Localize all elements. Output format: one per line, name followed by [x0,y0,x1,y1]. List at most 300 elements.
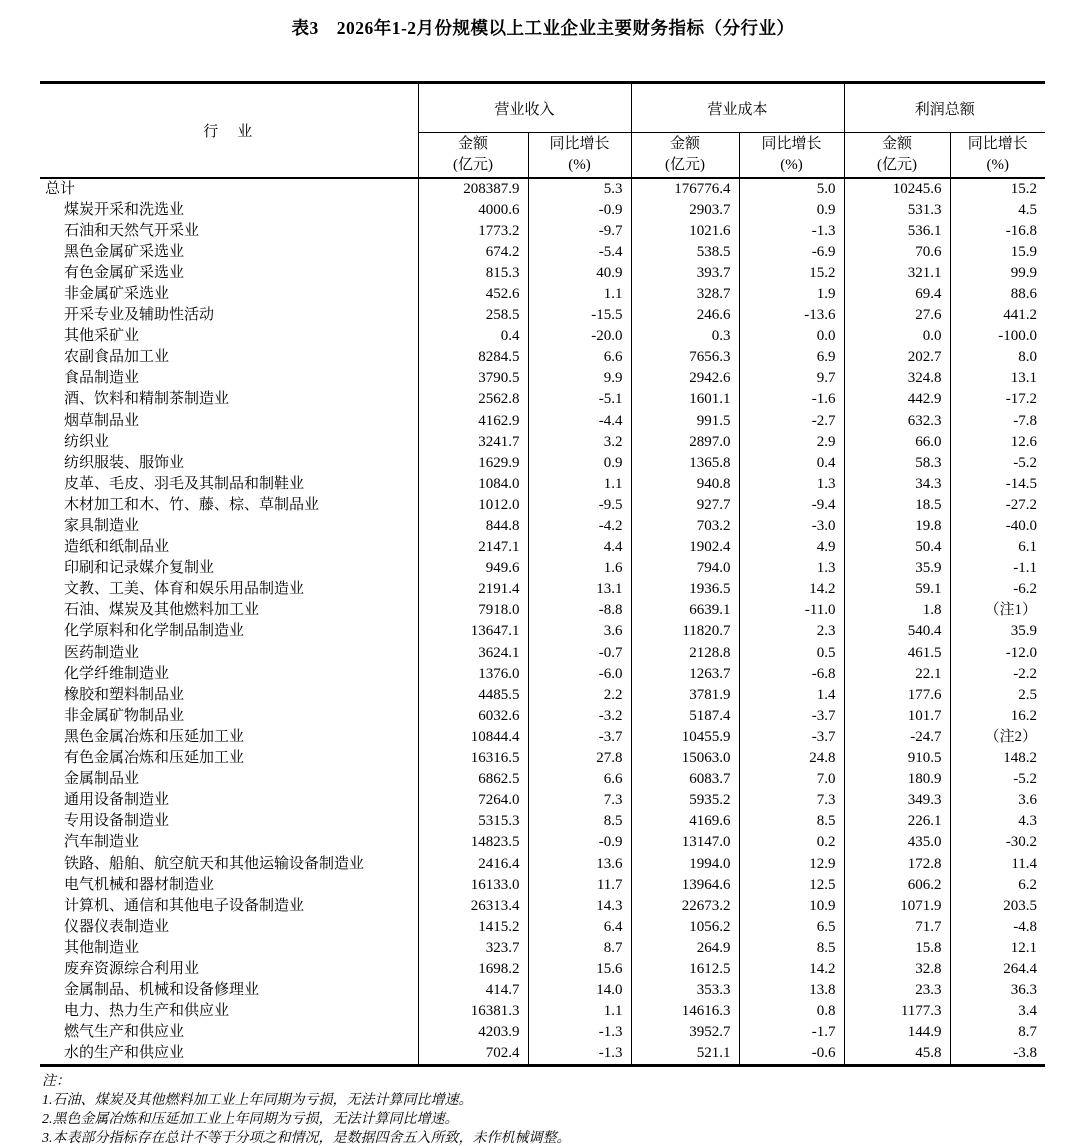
value-cell: -8.8 [528,600,631,621]
value-cell: 6.1 [950,537,1045,558]
value-cell: 2942.6 [631,368,739,389]
value-cell: -27.2 [950,495,1045,516]
header-growth-label: 同比增长 [967,135,1028,152]
value-cell: 70.6 [844,242,950,263]
table-row [40,579,1045,600]
value-cell: 435.0 [844,832,950,853]
value-cell: 16381.3 [418,1001,528,1022]
value-cell: -3.8 [950,1043,1045,1066]
value-cell: 10245.6 [844,178,950,200]
value-cell: -20.0 [528,326,631,347]
value-cell: 1.4 [739,685,844,706]
value-cell: 3.6 [950,790,1045,811]
value-cell: 19.8 [844,516,950,537]
table-row [40,854,1045,875]
value-cell: -5.4 [528,242,631,263]
value-cell: 34.3 [844,474,950,495]
value-cell: 208387.9 [418,178,528,200]
value-cell: 2903.7 [631,200,739,221]
value-cell: 1.3 [739,474,844,495]
value-cell: 8.5 [528,811,631,832]
value-cell: 1.3 [739,558,844,579]
value-cell: 144.9 [844,1022,950,1043]
value-cell: 15.6 [528,959,631,980]
value-cell: 6032.6 [418,706,528,727]
header-growth-label: 同比增长 [761,135,822,152]
value-cell: -1.3 [739,221,844,242]
value-cell: 5.3 [528,178,631,200]
industry-cell: 农副食品加工业 [64,349,170,366]
value-cell: -3.0 [739,516,844,537]
table-row [40,389,1045,410]
header-growth-label: 同比增长 [549,135,610,152]
value-cell: -2.2 [950,664,1045,685]
industry-cell: 黑色金属矿采选业 [64,243,185,260]
value-cell: 7656.3 [631,347,739,368]
value-cell: 6.2 [950,875,1045,896]
table-row [40,727,1045,748]
value-cell: 12.5 [739,875,844,896]
value-cell: -17.2 [950,389,1045,410]
value-cell: -3.2 [528,706,631,727]
col-header-cost-growth [739,133,844,178]
value-cell: 71.7 [844,917,950,938]
value-cell: 11.4 [950,854,1045,875]
value-cell: 461.5 [844,643,950,664]
header-group-row [40,83,1045,133]
value-cell: 35.9 [950,621,1045,642]
value-cell: 15.8 [844,938,950,959]
table-row [40,896,1045,917]
col-group-operating-cost: 营业成本 [631,83,844,133]
value-cell: 177.6 [844,685,950,706]
value-cell: 702.4 [418,1043,528,1066]
value-cell: 13.6 [528,854,631,875]
value-cell: 1056.2 [631,917,739,938]
industry-cell: 烟草制品业 [64,412,140,429]
col-group-operating-revenue: 营业收入 [418,83,631,133]
value-cell: 4.5 [950,200,1045,221]
value-cell: 1936.5 [631,579,739,600]
value-cell: 6.4 [528,917,631,938]
value-cell: 1415.2 [418,917,528,938]
table-row [40,284,1045,305]
value-cell: 2.9 [739,432,844,453]
industry-cell: 废弃资源综合利用业 [64,960,200,977]
value-cell: 14.2 [739,959,844,980]
table-row [40,474,1045,495]
value-cell: 1263.7 [631,664,739,685]
value-cell: 11820.7 [631,621,739,642]
value-cell: 4169.6 [631,811,739,832]
value-cell: 8.0 [950,347,1045,368]
industry-cell: 造纸和纸制品业 [64,539,170,556]
value-cell: 12.9 [739,854,844,875]
value-cell: -2.7 [739,411,844,432]
value-cell: 8284.5 [418,347,528,368]
value-cell: 15.2 [739,263,844,284]
value-cell: 452.6 [418,284,528,305]
industry-cell: 有色金属冶炼和压延加工业 [64,750,245,767]
value-cell: 8.5 [739,811,844,832]
value-cell: 414.7 [418,980,528,1001]
value-cell: 12.6 [950,432,1045,453]
value-cell: -4.2 [528,516,631,537]
value-cell: 32.8 [844,959,950,980]
value-cell: -0.7 [528,643,631,664]
value-cell: 10455.9 [631,727,739,748]
value-cell: 203.5 [950,896,1045,917]
table-row [40,875,1045,896]
table-row [40,558,1045,579]
value-cell: 14.3 [528,896,631,917]
col-header-profit-growth [950,133,1045,178]
table-row [40,664,1045,685]
industry-cell: 仪器仪表制造业 [64,918,170,935]
value-cell: 0.3 [631,326,739,347]
value-cell: 13.1 [528,579,631,600]
value-cell: 1629.9 [418,453,528,474]
value-cell: 27.8 [528,748,631,769]
table-row [40,959,1045,980]
value-cell: 442.9 [844,389,950,410]
value-cell: 2897.0 [631,432,739,453]
value-cell: -100.0 [950,326,1045,347]
table-row [40,938,1045,959]
value-cell: 0.4 [739,453,844,474]
table-row [40,263,1045,284]
value-cell: 844.8 [418,516,528,537]
value-cell: 536.1 [844,221,950,242]
value-cell: 1.1 [528,474,631,495]
value-cell: 180.9 [844,769,950,790]
table-row [40,411,1045,432]
value-cell: 606.2 [844,875,950,896]
value-cell: 22.1 [844,664,950,685]
value-cell: 1.1 [528,1001,631,1022]
col-group-total-profit: 利润总额 [844,83,1045,133]
header-amount-unit: (亿元) [877,156,918,173]
industry-cell: 食品制造业 [64,370,140,387]
value-cell: （注1） [950,600,1045,621]
industry-cell: 专用设备制造业 [64,813,170,830]
value-cell: 101.7 [844,706,950,727]
industry-cell: 电气机械和器材制造业 [64,876,215,893]
table-row [40,221,1045,242]
header-amount-label: 金额 [457,135,488,152]
industry-cell: 通用设备制造业 [64,792,170,809]
value-cell: 9.7 [739,368,844,389]
value-cell: 4000.6 [418,200,528,221]
value-cell: 202.7 [844,347,950,368]
value-cell: 2562.8 [418,389,528,410]
value-cell: 172.8 [844,854,950,875]
header-growth-unit: (%) [780,156,803,173]
table-row [40,643,1045,664]
table-row [40,1022,1045,1043]
value-cell: 15063.0 [631,748,739,769]
value-cell: -6.2 [950,579,1045,600]
value-cell: -1.7 [739,1022,844,1043]
value-cell: 5187.4 [631,706,739,727]
value-cell: -1.6 [739,389,844,410]
value-cell: 8.7 [528,938,631,959]
value-cell: 321.1 [844,263,950,284]
value-cell: 5.0 [739,178,844,200]
table-body [40,178,1045,1066]
industry-cell: 石油、煤炭及其他燃料加工业 [64,602,260,619]
value-cell: 264.9 [631,938,739,959]
industry-cell: 酒、饮料和精制茶制造业 [64,391,230,408]
industry-cell: 开采专业及辅助性活动 [64,307,215,324]
value-cell: 353.3 [631,980,739,1001]
value-cell: 69.4 [844,284,950,305]
value-cell: 0.8 [739,1001,844,1022]
table-row [40,811,1045,832]
value-cell: -16.8 [950,221,1045,242]
value-cell: 14.2 [739,579,844,600]
industry-cell: 黑色金属冶炼和压延加工业 [64,728,245,745]
value-cell: 1601.1 [631,389,739,410]
value-cell: 40.9 [528,263,631,284]
value-cell: 2.5 [950,685,1045,706]
value-cell: 13.1 [950,368,1045,389]
value-cell: -6.0 [528,664,631,685]
value-cell: -13.6 [739,305,844,326]
col-header-cost-amount [631,133,739,178]
value-cell: 50.4 [844,537,950,558]
value-cell: 632.3 [844,411,950,432]
value-cell: 7918.0 [418,600,528,621]
value-cell: 16133.0 [418,875,528,896]
value-cell: 4485.5 [418,685,528,706]
value-cell: -12.0 [950,643,1045,664]
footnote-label: 注： [42,1074,70,1090]
value-cell: 264.4 [950,959,1045,980]
value-cell: -9.4 [739,495,844,516]
value-cell: 4.3 [950,811,1045,832]
value-cell: 24.8 [739,748,844,769]
table-header [40,83,1045,178]
value-cell: 323.7 [418,938,528,959]
value-cell: -4.8 [950,917,1045,938]
value-cell: 1.8 [844,600,950,621]
value-cell: 7.3 [528,790,631,811]
value-cell: 674.2 [418,242,528,263]
value-cell: -3.7 [739,727,844,748]
value-cell: 4162.9 [418,411,528,432]
value-cell: 3.6 [528,621,631,642]
value-cell: 45.8 [844,1043,950,1066]
value-cell: 1902.4 [631,537,739,558]
value-cell: 2.2 [528,685,631,706]
value-cell: 910.5 [844,748,950,769]
value-cell: 328.7 [631,284,739,305]
value-cell: 6.6 [528,347,631,368]
industry-cell: 有色金属矿采选业 [64,264,185,281]
value-cell: 148.2 [950,748,1045,769]
industry-cell: 文教、工美、体育和娱乐用品制造业 [64,581,305,598]
value-cell: 540.4 [844,621,950,642]
value-cell: 226.1 [844,811,950,832]
value-cell: 12.1 [950,938,1045,959]
value-cell: 2191.4 [418,579,528,600]
value-cell: 10.9 [739,896,844,917]
table-row [40,748,1045,769]
value-cell: 258.5 [418,305,528,326]
value-cell: 0.2 [739,832,844,853]
table-row [40,368,1045,389]
value-cell: 16316.5 [418,748,528,769]
value-cell: 15.9 [950,242,1045,263]
value-cell: 0.4 [418,326,528,347]
table-row [40,242,1045,263]
col-header-revenue-amount [418,133,528,178]
industry-cell: 非金属矿采选业 [64,285,170,302]
industry-cell: 其他制造业 [64,939,140,956]
industry-cell: 纺织业 [64,433,110,450]
table-row [40,305,1045,326]
table-row [40,832,1045,853]
value-cell: 1376.0 [418,664,528,685]
value-cell: 6862.5 [418,769,528,790]
industry-cell: 化学原料和化学制品制造业 [64,623,245,640]
value-cell: 246.6 [631,305,739,326]
value-cell: 1994.0 [631,854,739,875]
value-cell: 6083.7 [631,769,739,790]
table-row [40,790,1045,811]
table-row [40,200,1045,221]
value-cell: -9.7 [528,221,631,242]
value-cell: 59.1 [844,579,950,600]
header-growth-unit: (%) [568,156,591,173]
industry-cell: 铁路、船舶、航空航天和其他运输设备制造业 [64,855,365,872]
table-row [40,495,1045,516]
value-cell: 1177.3 [844,1001,950,1022]
industry-cell: 木材加工和木、竹、藤、棕、草制品业 [64,496,320,513]
value-cell: 3781.9 [631,685,739,706]
value-cell: 14616.3 [631,1001,739,1022]
footnote-item: 3.本表部分指标存在总计不等于分项之和情况，是数据四舍五入所致，未作机械调整。 [42,1131,571,1146]
industry-cell: 煤炭开采和洗选业 [64,201,185,218]
value-cell: -0.6 [739,1043,844,1066]
value-cell: 538.5 [631,242,739,263]
value-cell: 6.6 [528,769,631,790]
industry-cell: 化学纤维制造业 [64,665,170,682]
value-cell: 27.6 [844,305,950,326]
industry-cell: 水的生产和供应业 [64,1045,185,1062]
value-cell: 23.3 [844,980,950,1001]
value-cell: 521.1 [631,1043,739,1066]
value-cell: 794.0 [631,558,739,579]
value-cell: -9.5 [528,495,631,516]
value-cell: -30.2 [950,832,1045,853]
industry-cell: 金属制品、机械和设备修理业 [64,982,260,999]
financial-indicators-table [40,81,1045,1067]
table-row [40,1001,1045,1022]
value-cell: -3.7 [739,706,844,727]
table-row [40,1043,1045,1066]
value-cell: 7.3 [739,790,844,811]
value-cell: 7264.0 [418,790,528,811]
value-cell: 1773.2 [418,221,528,242]
value-cell: 1612.5 [631,959,739,980]
value-cell: 13147.0 [631,832,739,853]
value-cell: 0.0 [739,326,844,347]
footnote-item: 2.黑色金属冶炼和压延加工业上年同期为亏损，无法计算同比增速。 [42,1112,459,1128]
value-cell: -14.5 [950,474,1045,495]
value-cell: 1012.0 [418,495,528,516]
header-growth-unit: (%) [986,156,1010,173]
value-cell: 9.9 [528,368,631,389]
value-cell: 35.9 [844,558,950,579]
header-amount-label: 金额 [882,135,913,152]
value-cell: -1.3 [528,1022,631,1043]
industry-cell: 总计 [45,180,76,197]
value-cell: 14.0 [528,980,631,1001]
industry-cell: 电力、热力生产和供应业 [64,1003,230,1020]
value-cell: -5.2 [950,769,1045,790]
table-row [40,769,1045,790]
value-cell: -1.1 [950,558,1045,579]
value-cell: 1365.8 [631,453,739,474]
value-cell: 16.2 [950,706,1045,727]
table-row [40,685,1045,706]
col-header-industry: 行 业 [40,83,418,178]
value-cell: 0.0 [844,326,950,347]
industry-cell: 印刷和记录媒介复制业 [64,560,215,577]
value-cell: 6.5 [739,917,844,938]
industry-cell: 石油和天然气开采业 [64,222,200,239]
industry-cell: 计算机、通信和其他电子设备制造业 [64,897,305,914]
value-cell: 1.6 [528,558,631,579]
value-cell: 11.7 [528,875,631,896]
value-cell: 13647.1 [418,621,528,642]
header-amount-unit: (亿元) [453,156,493,173]
value-cell: 0.9 [528,453,631,474]
value-cell: -0.9 [528,200,631,221]
value-cell: 703.2 [631,516,739,537]
value-cell: -7.8 [950,411,1045,432]
value-cell: 1.1 [528,284,631,305]
col-header-revenue-growth [528,133,631,178]
value-cell: -11.0 [739,600,844,621]
value-cell: 5935.2 [631,790,739,811]
value-cell: 36.3 [950,980,1045,1001]
value-cell: -40.0 [950,516,1045,537]
value-cell: 5315.3 [418,811,528,832]
table-row [40,600,1045,621]
value-cell: 99.9 [950,263,1045,284]
value-cell: 8.7 [950,1022,1045,1043]
value-cell: 991.5 [631,411,739,432]
value-cell: -6.8 [739,664,844,685]
table-row [40,980,1045,1001]
table-row [40,537,1045,558]
table-row [40,917,1045,938]
value-cell: 10844.4 [418,727,528,748]
industry-cell: 橡胶和塑料制品业 [64,686,185,703]
industry-cell: 金属制品业 [64,771,140,788]
industry-cell: 其他采矿业 [64,328,140,345]
table-row [40,178,1045,200]
industry-cell: 医药制造业 [64,644,140,661]
industry-cell: 燃气生产和供应业 [64,1024,185,1041]
table-row [40,516,1045,537]
value-cell: 7.0 [739,769,844,790]
table-title: 表3 2026年1-2月份规模以上工业企业主要财务指标（分行业） [291,18,795,38]
value-cell: 2.3 [739,621,844,642]
